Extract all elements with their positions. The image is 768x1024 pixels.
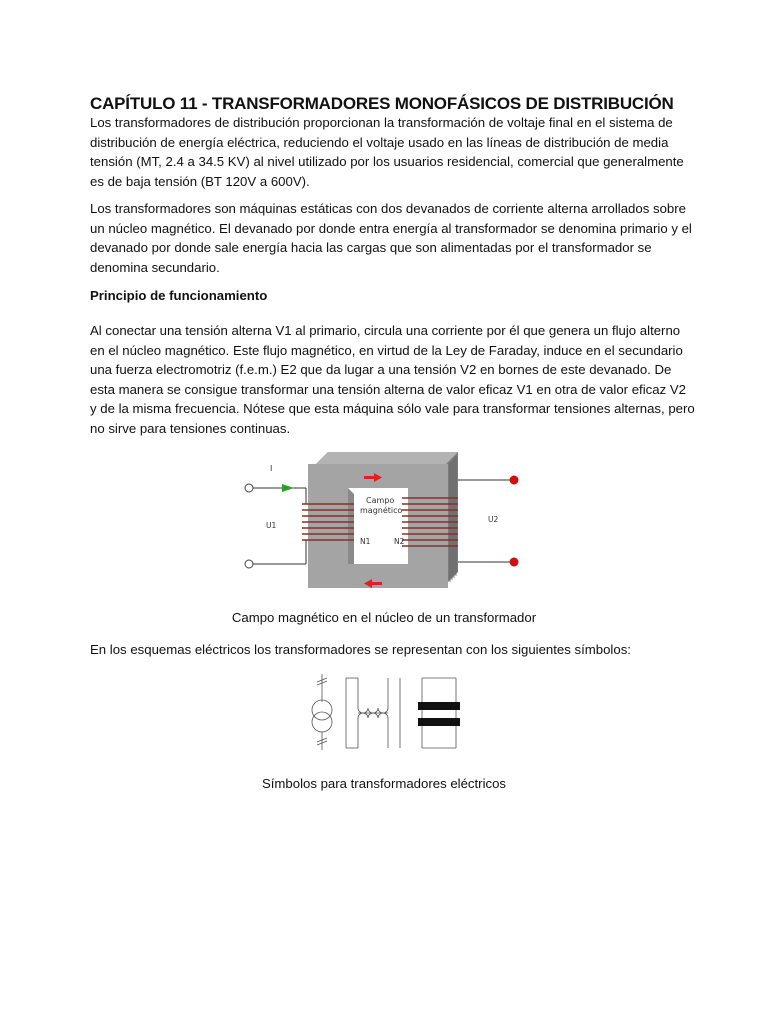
symbol-coils <box>346 678 400 748</box>
label-n2: N2 <box>394 537 405 546</box>
label-current: I <box>270 464 273 473</box>
primary-terminal-bottom <box>245 560 253 568</box>
transformer-symbols-figure <box>304 672 464 752</box>
label-u1: U1 <box>266 521 277 530</box>
paragraph-symbols-intro: En los esquemas eléctricos los transformadores se representan con los siguientes símbolos: <box>90 642 631 657</box>
section-heading: Principio de funcionamiento <box>90 288 268 303</box>
chapter-title: CAPÍTULO 11 - TRANSFORMADORES MONOFÁSICOS DE DISTRIBUCIÓN <box>90 94 674 113</box>
primary-terminal-top <box>245 484 253 492</box>
figure2-caption: Símbolos para transformadores eléctricos <box>261 776 507 791</box>
window-shadow <box>348 488 354 564</box>
secondary-terminal-bottom <box>510 558 519 567</box>
label-field-line2: magnético <box>360 506 403 515</box>
paragraph-definition: Los transformadores son máquinas estáticas con dos devanados de corriente alterna arrollados sobre un núcleo magnético. El devanado por donde entra energía al transformador se denomina primario y el devanado por donde sale energía hacia las cargas que son alimentadas por el transformador se denomina secundario. <box>90 201 692 275</box>
label-n1: N1 <box>360 537 371 546</box>
label-u2: U2 <box>488 515 499 524</box>
symbol-core-bars <box>418 678 460 748</box>
symbol-circles <box>312 674 332 750</box>
paragraph-principle: Al conectar una tensión alterna V1 al primario, circula una corriente por él que genera un flujo alterno en el núcleo magnético. Este flujo magnético, en virtud de la Ley de Faraday, induce en el secundario una fuerza electromotriz (f.e.m.) E2 que da lugar a una tensión V2 en bornes de este devanado. De esta manera se consigue transformar una tensión alterna de valor eficaz V1 en otra de valor eficaz V2 y de la misma frecuencia. Nótese que esta máquina sólo vale para transformar tensiones alternas, pero no sirve para tensiones continuas. <box>90 323 695 436</box>
label-field-line1: Campo <box>366 496 395 505</box>
current-arrow <box>282 484 294 492</box>
figure1-caption: Campo magnético en el núcleo de un transformador <box>231 610 537 625</box>
primary-winding <box>302 504 354 540</box>
secondary-terminal-top <box>510 476 519 485</box>
transformer-core-figure <box>236 444 532 602</box>
paragraph-intro: Los transformadores de distribución proporcionan la transformación de voltaje final en el sistema de distribución de energía eléctrica, reduciendo el voltaje usado en las líneas de distribución de media tensión (MT, 2.4 a 34.5 KV) al nivel utilizado por los usuarios residencial, comercial que generalmente es de baja tensión (BT 120V a 600V). <box>90 115 684 189</box>
core-top-face <box>316 452 458 464</box>
